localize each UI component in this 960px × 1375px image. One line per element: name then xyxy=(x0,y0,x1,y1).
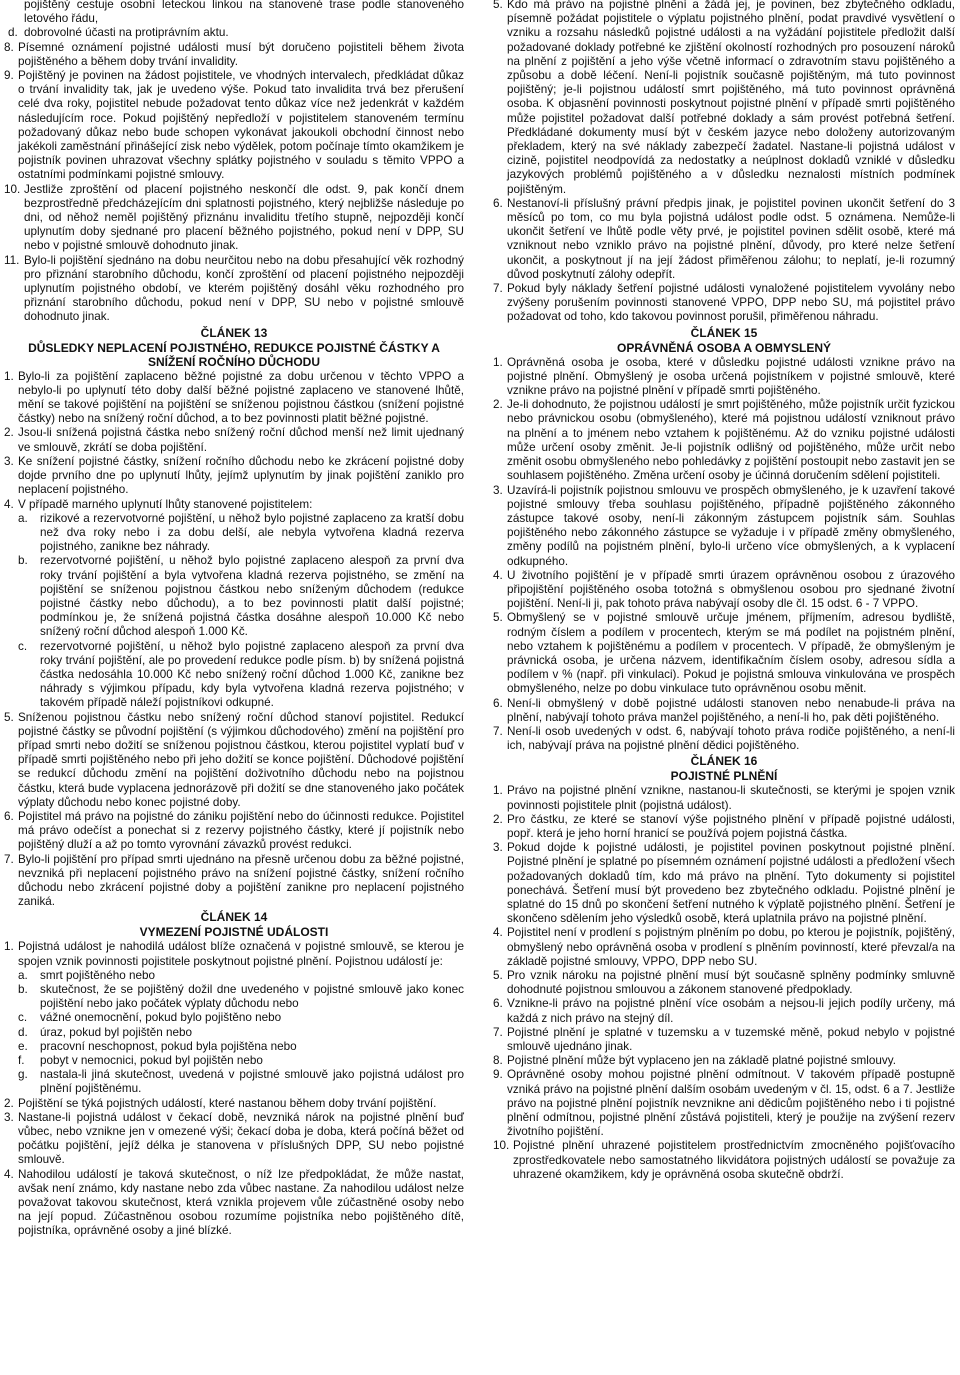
list-item: 1. Oprávněná osoba je osoba, které v důsledku pojistné události vznikne právo na pojistné plnění. Obmyšlený je osoba určená pojistníkem v pojistné smlouvě, které vznikne právo na pojistné plnění v případě smrti pojištěného. xyxy=(493,355,955,398)
list-item: 4. U životního pojištění je v případě smrti úrazem oprávněnou osobou z úrazového připojištění pojištěného osoba totožná s obmyšlenou osobou pro sjednané životní pojištění. Není-li ji, pak tohoto práva nabývají osoby dle čl. 15 odst. 6 - 7 VPPO. xyxy=(493,568,955,611)
a16-paragraph-4: Pojistitel není v prodlení s pojistným plněním po dobu, po kterou je pojistník, pojištěný, obmyšlený nebo oprávněná osoba v prodlení s plněním povinností, které převzal/a na základě pojistné smlouvy, VPPO, DPP nebo SU. xyxy=(507,926,955,968)
paragraph-intro-d: dobrovolné účasti na protiprávním aktu. xyxy=(24,26,229,40)
list-item: 7. Není-li osob uvedených v odst. 6, nabývají tohoto práva rodiče pojištěného, a není-li ich, nabývají práva na pojistné plnění dědici pojištěného. xyxy=(493,724,955,753)
list-item: 5. Kdo má právo na pojistné plnění a žádá jej, je povinen, bez zbytečného odkladu, písemně požádat pojistitele o výplatu pojistného plnění, podat pravdivé vysvětlení o vzniku a rozsahu následků pojistné události a na vyžádání pojistitele předložit další požadované doklady potřebné ke zjištění okolností rozhodných pro posouzení nároků na plnění z pojištění a jeho výše včetně informací o zdravotním stavu pojištěného a způsobu a době léčení. Není-li pojistník současně pojištěným, má tuto povinnost pojištěný; je-li pojistnou událostí smrt pojištěného, má tuto povinnost oprávněná osoba. K objasnění povinnosti poskytnout pojistné plnění v případě smrti pojištěného může pojistitel požadovat další potřebné doklady a sám provést potřebná šetření. Předkládané dokumenty musí být v českém jazyce nebo doloženy autorizovaným překladem, který na své náklady zabezpečí žadatel. Nastane-li pojistná událost v cizině, pojistitel neodpovídá za nedostatky a neúplnost dokladů vzniklé v důsledku jazykových problémů pojištěného a v důsledku neznalosti místních podmínek pojištěným. xyxy=(493,0,955,196)
list-item: 7. Pojistné plnění je splatné v tuzemsku a v tuzemské měně, pokud nebylo v pojistné smlouvě ujednáno jinak. xyxy=(493,1025,955,1054)
list-item: 4. Nahodilou událostí je taková skutečnost, o níž lze předpokládat, že může nastat, avšak není známo, kdy nastane nebo zda vůbec nastane. Za nahodilou událost nelze považovat takovou skutečnost, která vznikla projevem vůle zúčastněné osoby nebo na její popud. Zúčastněnou osobou rozumíme pojistníka nebo pojištěného dítě, pojistníka, oprávněné osoby a jiné blízké. xyxy=(4,1167,464,1238)
article-15-title: ČLÁNEK 15 xyxy=(690,325,758,340)
list-item: 10. Pojistné plnění uhrazené pojistitelem prostřednictvím zmocněného pojišťovacího zprostředkovatele nebo samostatného likvidátora pojistných událostí se považuje za uhrazené okamžikem, kdy je oprávněná osoba skutečně obdrží. xyxy=(493,1139,955,1181)
list-item: 3. Pokud dojde k pojistné události, je pojistitel povinen poskytnout pojistné plnění. Pojistné plnění je splatné po písemném oznámení pojistné události a předložení všech požadovaných dokladů tím, kdo má právo na plnění. Tyto dokumenty si pojistitel ponechává. Šetření musí být provedeno bez zbytečného odkladu. Pojistné plnění je splatné do 15 dnů po skončení šetření nutného k výplatě pojistného plnění. Šetření je skončeno sdělením jeho výsledků osobě, která uplatnila právo na pojistné plnění. xyxy=(493,841,955,926)
a14-paragraph-7: Pokud byly náklady šetření pojistné události vynaložené pojistitelem vyvolány nebo zvýšeny porušením povinnosti stanovené VPPO, DPP nebo SU, má pojistitel právo požadovat od toho, kdo takovou povinnost porušil, přiměřenou náhradu. xyxy=(507,282,955,324)
a16-paragraph-6: Vznikne-li právo na pojistné plnění více osobám a nejsou-li jejich podíly určeny, má každá z nich právo na stejný díl. xyxy=(507,997,955,1025)
a13-paragraph-1: Bylo-li za pojištění zaplaceno běžné pojistné za dobu určenou v těchto VPPO a nebylo-li po uplynutí této doby další běžné pojistné zaplaceno ve stanovené lhůtě, mění se takové pojištění na pojištění se sníženou pojistnou částkou (snížení pojistné částky) nebo na snížený roční důchod, a to bez povinnosti platit běžné pojistné. xyxy=(18,369,464,426)
a16-paragraph-5: Pro vznik nároku na pojistné plnění musí být současně splněny podmínky smluvně dohodnuté pojistnou smlouvou a zákonem stanovené předpoklady. xyxy=(507,969,955,997)
list-item: 11. Bylo-li pojištění sjednáno na dobu neurčitou nebo na dobu přesahující věk rozhodný pro přiznání starobního důchodu, končí zproštění od placení pojistného nejpozději uplynutím pojistného období, ve kterém pojištěný dosáhl věku rozhodného pro přiznání starobního důchodu, pokud není v DPP, SU nebo v pojistné smlouvě dohodnuto jinak. xyxy=(4,253,464,324)
right-column xyxy=(493,0,955,1182)
list-item: 2. Pojištění se týká pojistných událostí, které nastanou během doby trvání pojištění. xyxy=(4,1097,464,1111)
article-13-title: ČLÁNEK 13 xyxy=(200,325,268,340)
paragraph-10: Jestliže zproštění od placení pojistného neskončí dle odst. 9, pak končí dnem bezprostředně předcházejícím dni splatnosti pojistného, který nejbližše následuje po dni, od něhož neměl pojištěný přiznánu invaliditu třetího stupně, nejpozději končí uplynutím doby sjednané pro placení běžného pojistného, pokud není v DPP, SU nebo v pojistné smlouvě dohodnuto jinak. xyxy=(24,182,464,253)
a13-paragraph-7: Bylo-li pojištění pro případ smrti ujednáno na přesně určenou dobu za běžné pojistné, nevzniká při neplacení pojistného právo na snížení pojistné částky, snížení ročního důchodu nebo zkrácení pojistné doby a pojištění zanikne pro neplacení pojistného zaniká. xyxy=(18,852,464,909)
list-item: 1. Bylo-li za pojištění zaplaceno běžné pojistné za dobu určenou v těchto VPPO a nebylo-li po uplynutí této doby další běžné pojistné zaplaceno ve stanovené lhůtě, mění se takové pojištění na pojištění se sníženou pojistnou částkou (snížení pojistné částky) nebo na snížený roční důchod, a to bez povinnosti platit běžné pojistné. xyxy=(4,369,464,426)
a16-paragraph-9: Oprávněné osoby mohou pojistné plnění odmítnout. V takovém případě postupně vzniká právo na pojistné plnění dalším osobám uvedeným v čl. 15, odst. 6 a 7. Jestliže právo na pojistné plnění pojistník nevznikne ani dědicům pojištěného nebo i ti pojistné plnění odmítnou, pojistné plnění zůstává pojistiteli, který je použije na zvýšení rezerv životního pojištění. xyxy=(507,1068,955,1139)
a15-paragraph-2: Je-li dohodnuto, že pojistnou událostí je smrt pojištěného, může pojistník určit fyzickou nebo právnickou osobu (obmyšleného), které má pojistnou událostí vzniknout právo na plnění a to jménem nebo vztahem k pojištěnému. Až do vzniku pojistné události může určení osoby změnit. Je-li pojistník odlišný od pojištěného, může určit nebo změnit osobu obmyšleného nebo pohledávky z pojištění postoupit nebo zastavit jen se souhlasem pojištěného. Změna určení osoby je účinná doručením sdělení pojistiteli. xyxy=(507,398,955,483)
list-item: 5. Obmyšlený se v pojistné smlouvě určuje jménem, příjmením, adresou bydliště, rodným číslem a podílem v procentech, kterým se má podílet na pojistném plnění, nebo vztahem k pojištěnému a podílem v procentech. V případě, že obmyšleným je právnická osoba, je určena názvem, identifikačním číslem osoby, adresou sídla a podílem v % (např. při vinkulaci). Pokud je pojistná smlouva vinkulována ve prospěch obmyšleného, nelze po dobu vinkulace tuto oprávněnou osobu měnit. xyxy=(493,611,955,696)
article-16-title: ČLÁNEK 16 xyxy=(690,754,758,769)
list-item: 9. Pojištěný je povinen na žádost pojistitele, ve vhodných intervalech, předkládat důkaz o trvání invalidity tak, jak je uvedeno výše. Pokud tato invalidita trvá bez přerušení celé dva roky, pojistitel nebude požadovat tento důkaz více než jedenkrát v každém následujícím roce. Pokud pojištěný nepředloží v pojistitelem stanoveném termínu požadovaný důkaz nebo bude schopen vykonávat jakoukoli obchodní činnost nebo jakékoli zaměstnání přinášející zisk nebo výdělek, potom počínaje tímto okamžikem je pojistník povinen uhrazovat všechny splátky pojistného v souladu s těmito VPPO a ostatními podmínkami pojistné smlouvy. xyxy=(4,69,464,182)
a13-paragraph-5: Sníženou pojistnou částku nebo snížený roční důchod stanoví pojistitel. Redukcí pojistné částky se původní pojištění (s výjimkou důchodového) změní na pojištění pro případ smrti nebo dožití se sníženou pojistnou částkou, kterou pojistitel vyplatí buď v případě smrti pojištěného nebo při jeho dožití se konce pojištění. Důchodové pojištění se redukcí důchodu změní na pojištění doživotního důchodu nebo na pojistnou částku, která bude vyplacena jednorázově při dožití se dne stanoveného jako počátek výplaty důchodu nebo konec pojistné doby. xyxy=(18,710,464,809)
a13-4a: rizikové a rezervotvorné pojištění, u něhož bylo pojistné zaplaceno za kratší dobu než dva roky nebo i za dobu delší, ale nebyla vytvořena kladná rezerva pojistného, zanikne bez náhrady. xyxy=(40,511,464,554)
list-item: 9. Oprávněné osoby mohou pojistné plnění odmítnout. V takovém případě postupně vzniká právo na pojistné plnění dalším osobám uvedeným v čl. 15, odst. 6 a 7. Jestliže právo na pojistné plnění pojistník nevznikne ani dědicům pojištěného nebo i ti pojistné plnění odmítnou, pojistné plnění zůstává pojistiteli, který je použije na zvýšení rezerv životního pojištění. xyxy=(493,1068,955,1139)
list-item: e. pracovní neschopnost, pokud byla pojištěna nebo xyxy=(18,1040,464,1054)
a13-4c: rezervotvorné pojištění, u něhož bylo pojistné zaplaceno alespoň za první dva roky trvání pojištění, ale po provedení redukce podle písm. b) by snížená pojistná částka nedosáhla 10.000 Kč nebo snížený roční důchod 1.000 Kč, zanikne bez náhrady s výjimkou případu, kdy byla vytvořena kladná rezerva pojistného; v takovém případě náleží pojistníkovi odkupné. xyxy=(40,639,464,710)
list-item: f. pobyt v nemocnici, pokud byl pojištěn nebo xyxy=(18,1054,464,1068)
article-16-subtitle: POJISTNÉ PLNĚNÍ xyxy=(670,769,778,784)
a14-paragraph-6: Nestanoví-li příslušný právní předpis jinak, je pojistitel povinen ukončit šetření do 3 měsíců po tom, co mu byla pojistná událost podle odst. 5 oznámena. Nemůže-li ukončit šetření ve lhůtě podle věty prvé, je pojistitel povinen sdělit osobě, které má vzniknout nebo vzniklo právo na pojistné plnění, důvody, pro které nelze šetření ukončit, a poskytnout jí na její žádost přiměřenou zálohu; to neplatí, je-li rozumný důvod poskytnutí zálohy odepřít. xyxy=(507,196,955,281)
a14-1a: smrt pojištěného nebo xyxy=(40,968,155,982)
a15-paragraph-5: Obmyšlený se v pojistné smlouvě určuje jménem, příjmením, adresou bydliště, rodným číslem a podílem v procentech, kterým se má podílet na pojistném plnění, nebo vztahem k pojištěnému a podílem v procentech. V případě, že obmyšleným je právnická osoba, je určena názvem, identifikačním číslem osoby, adresou sídla a podílem v % (např. při vinkulaci). Pokud je pojistná smlouva vinkulována ve prospěch obmyšleného, nelze po dobu vinkulace tuto oprávněnou osobu měnit. xyxy=(507,611,955,696)
a14-paragraph-4: Nahodilou událostí je taková skutečnost, o níž lze předpokládat, že může nastat, avšak není známo, kdy nastane nebo zda vůbec nastane. Za nahodilou událost nelze považovat takovou skutečnost, která vznikla projevem vůle zúčastněné osoby nebo na její popud. Zúčastněnou osobou rozumíme pojistníka nebo pojištěného dítě, pojistníka, oprávněné osoby a jiné blízké. xyxy=(18,1167,464,1238)
a15-paragraph-1: Oprávněná osoba je osoba, které v důsledku pojistné události vznikne právo na pojistné plnění. Obmyšlený je osoba určená pojistníkem v pojistné smlouvě, které vznikne právo na pojistné plnění v případě smrti pojištěného. xyxy=(507,355,955,398)
a16-paragraph-7: Pojistné plnění je splatné v tuzemsku a v tuzemské měně, pokud nebylo v pojistné smlouvě ujednáno jinak. xyxy=(507,1025,955,1054)
article-14-subtitle: VYMEZENÍ POJISTNÉ UDÁLOSTI xyxy=(139,925,329,940)
a14-paragraph-3: Nastane-li pojistná událost v čekací době, nevzniká nárok na pojistné plnění buď vůbec, nebo vznikne jen v omezené výši; čekací doba je doba, která počíná běžet od počátku pojištění, jejíž délka je stanovena v příslušných DPP, SU nebo pojistné smlouvě. xyxy=(18,1110,464,1167)
list-item: 8. Písemné oznámení pojistné události musí být doručeno pojistiteli během života pojištěného a během doby trvání invalidity. xyxy=(4,40,464,68)
a14-1e: pracovní neschopnost, pokud byla pojištěna nebo xyxy=(40,1039,297,1053)
list-item: g. nastala-li jiná skutečnost, uvedená v pojistné smlouvě jako pojistná událost pro plnění pojištěnému. xyxy=(18,1068,464,1096)
list-item: 6. Není-li obmyšlený v době pojistné události stanoven nebo nenabude-li práva na plnění, nabývají tohoto práva manžel pojištěného, a není-li ho, pak děti pojištěného. xyxy=(493,696,955,724)
list-item: b. skutečnost, že se pojištěný dožil dne uvedeného v pojistné smlouvě jako konec pojištění nebo jako počátek výplaty důchodu nebo xyxy=(18,983,464,1011)
list-item: 7. Pokud byly náklady šetření pojistné události vynaložené pojistitelem vyvolány nebo zvýšeny porušením povinnosti stanovené VPPO, DPP nebo SU, má pojistitel právo požadovat od toho, kdo takovou povinnost porušil, přiměřenou náhradu. xyxy=(493,282,955,324)
list-item: 4. Pojistitel není v prodlení s pojistným plněním po dobu, po kterou je pojistník, pojištěný, obmyšlený nebo oprávněná osoba v prodlení s plněním povinností, které převzal/a na základě pojistné smlouvy, VPPO, DPP nebo SU. xyxy=(493,926,955,968)
list-item: 10. Jestliže zproštění od placení pojistného neskončí dle odst. 9, pak končí dnem bezprostředně předcházejícím dni splatnosti pojistného, který nejbližše následuje po dni, od něhož neměl pojištěný přiznánu invaliditu třetího stupně, nejpozději končí uplynutím doby sjednané pro placení běžného pojistného, pokud není v DPP, SU nebo v pojistné smlouvě dohodnuto jinak. xyxy=(4,182,464,253)
paragraph-9: Pojištěný je povinen na žádost pojistitele, ve vhodných intervalech, předkládat důkaz o trvání invalidity tak, jak je uvedeno výše. Pokud tato invalidita trvá bez přerušení celé dva roky, pojistitel nebude požadovat tento důkaz více než jedenkrát v každém následujícím roce. Pokud pojištěný nepředloží v pojistitelem stanoveném termínu požadovaný důkaz nebo bude schopen vykonávat jakoukoli obchodní činnost nebo jakékoli zaměstnání přinášející zisk nebo výdělek, potom počínaje tímto okamžikem je pojistník povinen uhrazovat všechny splátky pojistného v souladu s těmito VPPO a ostatními podmínkami pojistné smlouvy. xyxy=(18,69,464,182)
a13-paragraph-6: Pojistitel má právo na pojistné do zániku pojištění nebo do účinnosti redukce. Pojistitel má právo odečíst a ponechat si z rezervy pojistného částky, které jí pojistník nebo pojištěný dluží a až po tomto vyrovnání závazků provést redukci. xyxy=(18,809,464,852)
list-item: 1. Právo na pojistné plnění vznikne, nastanou-li skutečnosti, se kterými je spojen vznik povinnosti pojistitele plnit (pojistná událost). xyxy=(493,784,955,812)
paragraph-intro-c: pojištěný cestuje osobní leteckou linkou na stanovené trase podle stanoveného letového řádu, xyxy=(24,0,464,26)
list-item: c. rezervotvorné pojištění, u něhož bylo pojistné zaplaceno alespoň za první dva roky trvání pojištění, ale po provedení redukce podle písm. b) by snížená pojistná částka nedosáhla 10.000 Kč nebo snížený roční důchod 1.000 Kč, zanikne bez náhrady s výjimkou případu, kdy byla vytvořena kladná rezerva pojistného; v takovém případě náleží pojistníkovi odkupné. xyxy=(18,639,464,710)
a13-paragraph-4: V případě marného uplynutí lhůty stanovené pojistitelem: xyxy=(18,497,313,511)
list-item: 6. Pojistitel má právo na pojistné do zániku pojištění nebo do účinnosti redukce. Pojistitel má právo odečíst a ponechat si z rezervy pojistného částky, které jí pojistník nebo pojištěný dluží a až po tomto vyrovnání závazků provést redukci. xyxy=(4,809,464,852)
a13-4b: rezervotvorné pojištění, u něhož bylo pojistné zaplaceno alespoň za první dva roky trvání pojištění a byla vytvořena kladná rezerva pojistného, se změní na pojištění se sníženou pojistnou částkou nebo sníženým důchodem (redukce pojistné částky nebo důchodu), a to bez povinnosti platit další pojistné; podmínkou je, že snížená pojistná částka dosáhne alespoň 10.000 Kč nebo snížený roční důchod alespoň 1.000 Kč. xyxy=(40,554,464,639)
list-item: c. vážné onemocnění, pokud bylo pojištěno nebo xyxy=(18,1011,464,1025)
a15-paragraph-6: Není-li obmyšlený v době pojistné události stanoven nebo nenabude-li práva na plnění, nabývají tohoto práva manžel pojištěného, a není-li ho, pak děti pojištěného. xyxy=(507,696,955,724)
list-item: 2. Je-li dohodnuto, že pojistnou událostí je smrt pojištěného, může pojistník určit fyzickou nebo právnickou osobu (obmyšleného), které má pojistnou událostí vzniknout právo na plnění a to jménem nebo vztahem k pojištěnému. Až do vzniku pojistné události může určení osoby změnit. Je-li pojistník odlišný od pojištěného, může určit nebo změnit osobu obmyšleného nebo pohledávky z pojištění postoupit nebo zastavit jen se souhlasem pojištěného. Změna určení osoby je účinná doručením sdělení pojistiteli. xyxy=(493,398,955,483)
a14-1b: skutečnost, že se pojištěný dožil dne uvedeného v pojistné smlouvě jako konec pojištění nebo jako počátek výplaty důchodu nebo xyxy=(40,983,464,1011)
a14-paragraph-2: Pojištění se týká pojistných událostí, které nastanou během doby trvání pojištění. xyxy=(18,1096,437,1110)
list-item: 6. Vznikne-li právo na pojistné plnění více osobám a nejsou-li jejich podíly určeny, má každá z nich právo na stejný díl. xyxy=(493,997,955,1025)
list-item: 5. Sníženou pojistnou částku nebo snížený roční důchod stanoví pojistitel. Redukcí pojistné částky se původní pojištění (s výjimkou důchodového) změní na pojištění pro případ smrti nebo dožití se sníženou pojistnou částkou, kterou pojistitel vyplatí buď v případě smrti pojištěného nebo při jeho dožití se konce pojištění. Důchodové pojištění se redukcí důchodu změní na pojištění doživotního důchodu nebo na pojistnou částku, která bude vyplacena jednorázově při dožití se dne stanoveného jako počátek výplaty důchodu nebo konec pojistné doby. xyxy=(4,710,464,809)
a16-paragraph-3: Pokud dojde k pojistné události, je pojistitel povinen poskytnout pojistné plnění. Pojistné plnění je splatné po písemném oznámení pojistné události a předložení všech požadovaných dokladů tím, kdo má právo na plnění. Tyto dokumenty si pojistitel ponechává. Šetření musí být provedeno bez zbytečného odkladu. Pojistné plnění je splatné do 15 dnů po skončení šetření nutného k výplatě pojistného plnění. Šetření je skončeno sdělením jeho výsledků osobě, která uplatnila právo na pojistné plnění. xyxy=(507,841,955,926)
a16-paragraph-10: Pojistné plnění uhrazené pojistitelem prostřednictvím zmocněného pojišťovacího zprostředkovatele nebo samostatného likvidátora pojistných událostí se považuje za uhrazené okamžikem, kdy je oprávněná osoba skutečně obdrží. xyxy=(513,1139,955,1181)
left-column xyxy=(4,0,464,1239)
a15-paragraph-7: Není-li osob uvedených v odst. 6, nabývají tohoto práva rodiče pojištěného, a není-li ich, nabývají práva na pojistné plnění dědici pojištěného. xyxy=(507,724,955,753)
list-item: 8. Pojistné plnění může být vyplaceno jen na základě platné pojistné smlouvy. xyxy=(493,1054,955,1068)
article-13-subtitle: DŮSLEDKY NEPLACENÍ POJISTNÉHO, REDUKCE POJISTNÉ ČÁSTKY A SNÍŽENÍ ROČNÍHO DŮCHODU xyxy=(28,340,440,369)
a15-paragraph-3: Uzavírá-li pojistník pojistnou smlouvu ve prospěch obmyšleného, je k uzavření takové pojistné smlouvy třeba souhlasu pojištěného, případně pojištěného zákonného zástupce takové osoby, není-li zákonným zástupcem pojistník sám. Souhlas pojištěného nebo zákonného zástupce se vyžaduje i v případě změny obmyšleného, změny podílů na pojistném plnění, bylo-li určeno více obmyšlených, a k vyplacení odkupného. xyxy=(507,483,955,568)
list-item: 5. Pro vznik nároku na pojistné plnění musí být současně splněny podmínky smluvně dohodnuté pojistnou smlouvou a zákonem stanovené předpoklady. xyxy=(493,969,955,997)
list-letter: d. xyxy=(8,26,18,40)
list-item xyxy=(8,26,464,40)
a14-1d: úraz, pokud byl pojištěn nebo xyxy=(40,1025,193,1039)
list-item: 3. Nastane-li pojistná událost v čekací době, nevzniká nárok na pojistné plnění buď vůbec, nebo vznikne jen v omezené výši; čekací doba je doba, která počíná běžet od počátku pojištění, jejíž délka je stanovena v příslušných DPP, SU nebo pojistné smlouvě. xyxy=(4,1110,464,1167)
a16-paragraph-2: Pro částku, ze které se stanoví výše pojistného plnění v případě pojistné události, popř. která je jeho horní hranicí se používá pojem pojistná částka. xyxy=(507,812,955,840)
list-item: 6. Nestanoví-li příslušný právní předpis jinak, je pojistitel povinen ukončit šetření do 3 měsíců po tom, co mu byla pojistná událost podle odst. 5 oznámena. Nemůže-li ukončit šetření ve lhůtě podle věty prvé, je pojistitel povinen sdělit osobě, které má vzniknout nebo vzniklo právo na pojistné plnění, důvody, pro které nelze šetření ukončit, a poskytnout jí na její žádost přiměřenou zálohu; to neplatí, je-li rozumný důvod poskytnutí zálohy odepřít. xyxy=(493,196,955,281)
list-item: 2. Pro částku, ze které se stanoví výše pojistného plnění v případě pojistné události, popř. která je jeho horní hranicí se používá pojem pojistná částka. xyxy=(493,812,955,840)
list-item: d. úraz, pokud byl pojištěn nebo xyxy=(18,1026,464,1040)
a13-paragraph-2: Jsou-li snížená pojistná částka nebo snížený roční důchod menší než limit ujednaný ve smlouvě, zkrátí se doba pojištění. xyxy=(18,426,464,454)
paragraph-8: Písemné oznámení pojistné události musí být doručeno pojistiteli během života pojištěného a během doby trvání invalidity. xyxy=(18,40,464,68)
a14-1c: vážné onemocnění, pokud bylo pojištěno nebo xyxy=(40,1011,282,1025)
list-item: 7. Bylo-li pojištění pro případ smrti ujednáno na přesně určenou dobu za běžné pojistné, nevzniká při neplacení pojistného právo na snížení pojistné částky, snížení ročního důchodu nebo zkrácení pojistné doby a pojištění zanikne pro neplacení pojistného zaniká. xyxy=(4,852,464,909)
list-item: b. rezervotvorné pojištění, u něhož bylo pojistné zaplaceno alespoň za první dva roky trvání pojištění a byla vytvořena kladná rezerva pojistného, se změní na pojištění se sníženou pojistnou částkou nebo sníženým důchodem (redukce pojistné částky nebo důchodu), a to bez povinnosti platit další pojistné; podmínkou je, že snížená pojistná částka dosáhne alespoň 10.000 Kč nebo snížený roční důchod alespoň 1.000 Kč. xyxy=(18,554,464,639)
article-14-title: ČLÁNEK 14 xyxy=(200,910,268,925)
a14-paragraph-5: Kdo má právo na pojistné plnění a žádá jej, je povinen, bez zbytečného odkladu, písemně požádat pojistitele o výplatu pojistného plnění, podat pravdivé vysvětlení o vzniku a rozsahu následků pojistné události a na vyžádání pojistitele předložit další požadované doklady potřebné ke zjištění okolností rozhodných pro posouzení nároků na plnění z pojištění a jeho výše včetně informací o zdravotním stavu pojištěného a způsobu a době léčení. Není-li pojistník současně pojištěným, má tuto povinnost pojištěný; je-li pojistnou událostí smrt pojištěného, má tuto povinnost oprávněná osoba. K objasnění povinnosti poskytnout pojistné plnění v případě smrti pojištěného může pojistitel požadovat další potřebné doklady a sám provést potřebná šetření. Předkládané dokumenty musí být v českém jazyce nebo doloženy autorizovaným překladem, který na své náklady zabezpečí žadatel. Nastane-li pojistná událost v cizině, pojistitel neodpovídá za nedostatky a neúplnost dokladů vzniklé v důsledku jazykových problémů pojištěného a v důsledku neznalosti místních podmínek pojištěným. xyxy=(507,0,955,196)
a15-paragraph-4: U životního pojištění je v případě smrti úrazem oprávněnou osobou z úrazového připojištění pojištěného osoba totožná s obmyšlenou osobou pro sjednané životní pojištění. Není-li ji, pak tohoto práva nabývají osoby dle čl. 15 odst. 6 - 7 VPPO. xyxy=(507,568,955,611)
paragraph-11: Bylo-li pojištění sjednáno na dobu neurčitou nebo na dobu přesahující věk rozhodný pro přiznání starobního důchodu, končí zproštění od placení pojistného nejpozději uplynutím pojistného období, ve kterém pojištěný dosáhl věku rozhodného pro přiznání starobního důchodu, pokud není v DPP, SU nebo v pojistné smlouvě dohodnuto jinak. xyxy=(24,253,464,324)
list-item: 3. Uzavírá-li pojistník pojistnou smlouvu ve prospěch obmyšleného, je k uzavření takové pojistné smlouvy třeba souhlasu pojištěného, případně pojištěného zákonného zástupce takové osoby, není-li zákonným zástupcem pojistník sám. Souhlas pojištěného nebo zákonného zástupce se vyžaduje i v případě změny obmyšleného, změny podílů na pojistném plnění, bylo-li určeno více obmyšlených, a k vyplacení odkupného. xyxy=(493,483,955,568)
list-item: 2. Jsou-li snížená pojistná částka nebo snížený roční důchod menší než limit ujednaný ve smlouvě, zkrátí se doba pojištění. xyxy=(4,426,464,454)
a16-paragraph-1: Právo na pojistné plnění vznikne, nastanou-li skutečnosti, se kterými je spojen vznik povinnosti pojistitele plnit (pojistná událost). xyxy=(507,784,955,812)
a16-paragraph-8: Pojistné plnění může být vyplaceno jen na základě platné pojistné smlouvy. xyxy=(507,1054,896,1068)
a14-1g: nastala-li jiná skutečnost, uvedená v pojistné smlouvě jako pojistná událost pro plnění pojištěnému. xyxy=(40,1068,464,1096)
list-item: 1. Pojistná událost je nahodilá událost blíže označená v pojistné smlouvě, se kterou je spojen vznik povinnosti pojistitele poskytnout pojistné plnění. Pojistnou událostí je: xyxy=(4,940,464,968)
a14-1f: pobyt v nemocnici, pokud byl pojištěn nebo xyxy=(40,1054,263,1068)
a13-paragraph-3: Ke snížení pojistné částky, snížení ročního důchodu nebo ke zkrácení pojistné doby dojde prvního dne po uplynutí lhůty, jejímž uplynutím by jinak pojištění zaniklo pro neplacení pojistného. xyxy=(18,454,464,497)
list-item: 3. Ke snížení pojistné částky, snížení ročního důchodu nebo ke zkrácení pojistné doby dojde prvního dne po uplynutí lhůty, jejímž uplynutím by jinak pojištění zaniklo pro neplacení pojistného. xyxy=(4,454,464,497)
article-15-subtitle: OPRÁVNĚNÁ OSOBA A OBMYSLENÝ xyxy=(616,340,832,355)
a14-paragraph-1: Pojistná událost je nahodilá událost blíže označená v pojistné smlouvě, se kterou je spojen vznik povinnosti pojistitele poskytnout pojistné plnění. Pojistnou událostí je: xyxy=(18,940,464,968)
list-item: a. rizikové a rezervotvorné pojištění, u něhož bylo pojistné zaplaceno za kratší dobu než dva roky nebo i za dobu delší, ale nebyla vytvořena kladná rezerva pojistného, zanikne bez náhrady. xyxy=(18,511,464,554)
list-item: a. smrt pojištěného nebo xyxy=(18,969,464,983)
list-item: 4. V případě marného uplynutí lhůty stanovené pojistitelem: xyxy=(4,498,464,512)
